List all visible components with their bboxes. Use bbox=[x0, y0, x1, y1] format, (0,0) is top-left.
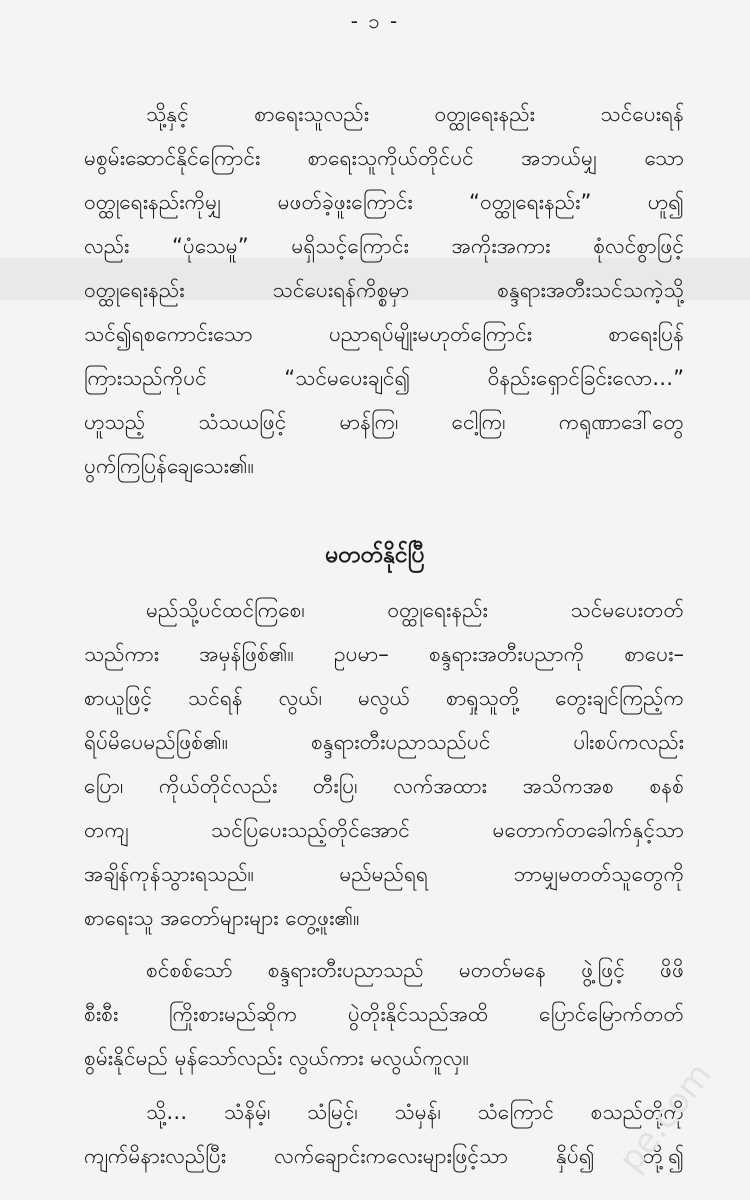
text-line: ကျက်မိနားလည်ပြီး လက်ချောင်းကလေးများဖြင့်သာ နှိပ်၍ တို့၍ bbox=[84, 1144, 684, 1168]
paragraph-3 bbox=[84, 948, 684, 1080]
watermark: pe.com bbox=[610, 1055, 720, 1180]
text-line: လည်း “ပုံသေမူ” မရှိသင့်ကြောင်း အကိုးအကား စုံလင်စွာဖြင့် bbox=[84, 234, 684, 258]
text-line: ဝတ္ထုရေးနည်း သင်ပေးရန်ကိစ္စမှာ စန္ဒရားအတီးသင်သကဲ့သို့ bbox=[84, 278, 684, 302]
text-line: မစွမ်းဆောင်နိုင်ကြောင်း စာရေးသူကိုယ်တိုင်ပင် အဘယ်မျှ သော bbox=[84, 146, 684, 170]
text-line: စွမ်းနိုင်မည် မုန်သော်လည်း လွယ်ကား မလွယ်ကူလှ။ bbox=[84, 1046, 469, 1070]
text-line: စာရေးသူ အတော်များများ တွေ့ဖူး၏။ bbox=[84, 906, 360, 930]
text-line: စင်စစ်သော် စန္ဒရားတီးပညာသည် မတတ်မနေ ဖွဲ့ဖြင့် ဖိဖိ bbox=[146, 958, 684, 982]
text-line: စီးစီး ကြိုးစားမည်ဆိုက ပွဲတိုးနိုင်သည်အထိ ပြောင်မြောက်တတ် bbox=[84, 1002, 684, 1026]
text-line: ပွက်ကြပြန်ချေသေး၏။ bbox=[84, 454, 254, 478]
text-line: ဟူသည့် သံသယဖြင့် မာန်ကြ၊ ငေါ့ကြ၊ ကရုဏာဒေါ်တွေ bbox=[84, 410, 684, 434]
text-line: သည်ကား အမှန်ဖြစ်၏။ ဥပမာ– စန္ဒရားအတီးပညာကို စာပေး– bbox=[84, 642, 684, 666]
section-title: မတတ်နိုင်ပြီ bbox=[325, 542, 425, 568]
paragraph-4 bbox=[84, 1090, 684, 1178]
text-line: မည်သို့ပင်ထင်ကြစေ၊ ဝတ္ထုရေးနည်း သင်မပေးတတ် bbox=[146, 598, 684, 622]
text-line: သို့… သံနိမ့်၊ သံမြင့်၊ သံမှန်၊ သံကြောင် စသည်တို့ကို bbox=[146, 1100, 684, 1124]
text-line: တကျ သင်ပြပေးသည့်တိုင်အောင် မတောက်တခေါက်နှင့်သာ bbox=[84, 818, 684, 842]
text-line: အချိန်ကုန်သွားရသည်။ မည်မည်ရရ ဘာမျှမတတ်သူတွေကို bbox=[84, 862, 684, 886]
paragraph-2 bbox=[84, 588, 684, 940]
text-line: ကြားသည်ကိုပင် “သင်မပေးချင်၍ ဝိနည်းရှောင်ခြင်းလော…” bbox=[84, 366, 684, 390]
text-line: စာယူဖြင့် သင်ရန် လွယ်၊ မလွယ် စာရှုသူတို့ တွေးချင်ကြည့်က bbox=[84, 686, 684, 710]
page-number: - ၁ - bbox=[350, 9, 400, 33]
paragraph-1 bbox=[84, 92, 684, 488]
text-line: သို့နှင့် စာရေးသူလည်း ဝတ္ထုရေးနည်း သင်ပေးရန် bbox=[146, 102, 684, 126]
text-line: သင်၍ရစကောင်းသော ပညာရပ်မျိုးမဟုတ်ကြောင်း စာရေးပြန် bbox=[84, 322, 684, 346]
text-line: ပြော၊ ကိုယ်တိုင်လည်း တီးပြ၊ လက်အထား အသိကအစ စနစ် bbox=[84, 774, 684, 798]
text-line: ရိပ်မိပေမည်ဖြစ်၏။ စန္ဒရားတီးပညာသည်ပင် ပါးစပ်ကလည်း bbox=[84, 730, 684, 754]
text-line: ဝတ္ထုရေးနည်းကိုမျှ မဖတ်ခဲ့ဖူးကြောင်း “ဝတ္ထုရေးနည်း” ဟူ၍ bbox=[84, 190, 684, 214]
